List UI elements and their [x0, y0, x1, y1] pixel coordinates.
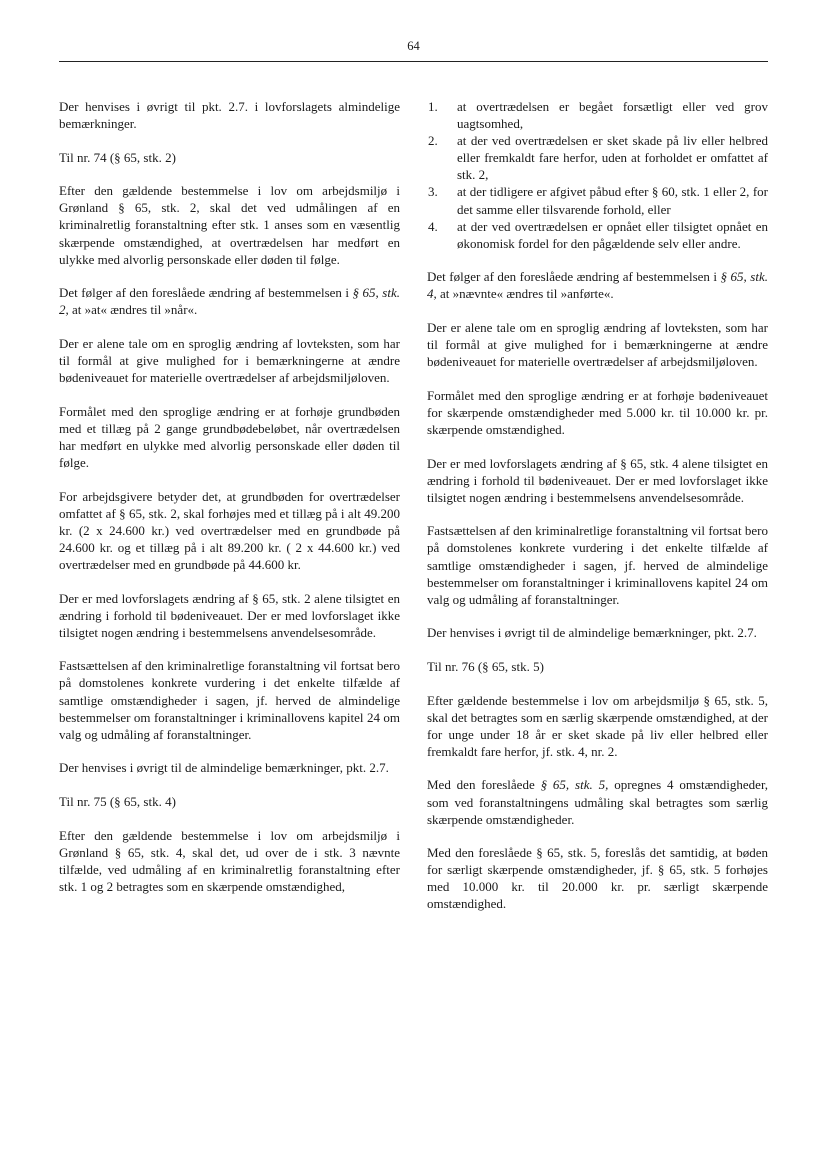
paragraph: Med den foreslåede § 65, stk. 5, foreslås det samtidig, at bøden for særligt skærpende omstændigheder, jf. § 65, stk. 5 forhøjes med 10.000 kr. til 20.000 kr. pr. særligt skærpende omstændighed. [427, 845, 768, 912]
header-rule [59, 61, 768, 62]
paragraph: Formålet med den sproglige ændring er at forhøje bødeniveauet for skærpende omstændigheder med 5.000 kr. til 10.000 kr. pr. skærpende omstændighed. [427, 387, 768, 437]
list-item [427, 98, 768, 132]
paragraph [427, 268, 768, 302]
paragraph: Der henvises i øvrigt til pkt. 2.7. i lovforslagets almindelige bemærkninger. [59, 99, 400, 132]
list-number: 1. [428, 99, 438, 114]
section-heading-nr-75: Til nr. 75 (§ 65, stk. 4) [59, 793, 176, 809]
paragraph: Der er med lovforslagets ændring af § 65, stk. 2 alene tilsigtet en ændring i forhold til bødeniveauet. Der er med lovforslaget ikke tilsigtet nogen ændring i bestemmelsens anvendelsesområde. [59, 590, 400, 640]
text: Med den foreslåede [427, 777, 541, 793]
text: Det følger af den foreslåede ændring af bestemmelsen i [59, 285, 353, 301]
page-number: 64 [407, 39, 420, 53]
paragraph: Formålet med den sproglige ændring er at forhøje grundbøden med et tillæg på 2 gange grundbødebeløbet, når overtrædelsen har medført en ulykke med alvorlig personskade eller døden til følge. [59, 403, 400, 470]
list-number: 4. [428, 218, 438, 234]
text: at »nævnte« ændres til »anførte«. [436, 286, 614, 302]
paragraph: Der er alene tale om en sproglig ændring af lovteksten, som har til formål at give mulighed for i bemærkningerne at ændre bødeniveauet for materielle overtrædelser af arbejdsmiljøloven. [59, 335, 400, 386]
paragraph: Efter den gældende bestemmelse i lov om arbejdsmiljø i Grønland § 65, stk. 2, skal det ved udmålingen af en kriminalretlig foranstaltning efter stk. 1 anses som en væsentlig skærpende omstændighed, at overtrædelsen har medført en ulykke med alvorlig personskade eller døden til følge. [59, 183, 400, 267]
list-text: at der ved overtrædelsen er sket skade på liv eller helbred eller fremkaldt fare herfor, uden at forholdet er omfattet af stk. 2, [457, 133, 768, 183]
paragraph: Efter den gældende bestemmelse i lov om arbejdsmiljø i Grønland § 65, stk. 4, skal det, ud over de i stk. 3 nævnte tilfælde, ved udmåling af en kriminalretlig foranstaltning efter stk. 1 og 2 betragtes som en skærpende omstændighed, [59, 827, 400, 894]
list-number: 3. [428, 184, 438, 200]
legal-reference: § 65, stk. 2, [59, 285, 400, 318]
paragraph: For arbejdsgivere betyder det, at grundbøden for overtrædelser omfattet af § 65, stk. 2, skal forhøjes med et tillæg på i alt 49.200 kr. (2 x 24.600 kr.) ved overtrædelser med en grundbøde på 24.600 kr. og et tillæg på i alt 89.200 kr. ( 2 x 44.600 kr.) ved overtrædelser med en grundbøde på 44.600 kr. [59, 488, 400, 572]
section-heading-nr-74: Til nr. 74 (§ 65, stk. 2) [59, 149, 176, 165]
right-column [427, 98, 768, 929]
legal-reference: § 65, stk. 5, [540, 777, 609, 793]
paragraph: Der henvises i øvrigt til de almindelige bemærkninger, pkt. 2.7. [427, 625, 757, 641]
list-item [427, 183, 768, 217]
paragraph: Der henvises i øvrigt til de almindelige bemærkninger, pkt. 2.7. [59, 760, 389, 776]
legal-reference: § 65, stk. 4, [427, 269, 768, 302]
paragraph [59, 284, 400, 318]
list-text: at der tidligere er afgivet påbud efter § 60, stk. 1 eller 2, for det samme eller tilsvarende forhold, eller [457, 184, 768, 217]
list-text: at der ved overtrædelsen er opnået eller tilsigtet opnået en økonomisk fordel for den pågældende selv eller andre. [457, 218, 768, 251]
list-item [427, 218, 768, 252]
paragraph: Fastsættelsen af den kriminalretlige foranstaltning vil fortsat bero på domstolenes konkrete vurdering i det enkelte tilfælde af samtlige omstændigheder i sagen, jf. herved de almindelige bestemmelser om foranstaltninger i kriminallovens kapitel 24 om valg og udmåling af foranstaltninger. [427, 523, 768, 607]
section-heading-nr-76: Til nr. 76 (§ 65, stk. 5) [427, 658, 544, 674]
list-item [427, 132, 768, 183]
paragraph [427, 776, 768, 827]
paragraph: Efter gældende bestemmelse i lov om arbejdsmiljø § 65, stk. 5, skal det betragtes som en særlig skærpende omstændighed, at der for unge under 18 år er sket skade på liv eller helbred eller fremkaldt fare herfor, jf. stk. 4, nr. 2. [427, 692, 768, 759]
list-text: at overtrædelsen er begået forsætligt eller ved grov uagtsomhed, [457, 99, 768, 132]
text: at »at« ændres til »når«. [68, 302, 198, 318]
paragraph: Fastsættelsen af den kriminalretlige foranstaltning vil fortsat bero på domstolenes konkrete vurdering i det enkelte tilfælde af samtlige omstændigheder i sagen, jf. herved de almindelige bestemmelser om foranstaltninger i kriminallovens kapitel 24 om valg og udmåling af foranstaltninger. [59, 658, 400, 742]
text: Det følger af den foreslåede ændring af bestemmelsen i [427, 269, 721, 285]
list-number: 2. [428, 133, 438, 149]
text: opregnes 4 omstændigheder, som ved foranstaltningens udmåling skal betragtes som særlig skærpende omstændigheder. [427, 777, 768, 827]
numbered-list [427, 98, 768, 252]
paragraph: Der er alene tale om en sproglig ændring af lovteksten, som har til formål at give mulighed for i bemærkningerne at ændre bødeniveauet for materielle overtrædelser af arbejdsmiljøloven. [427, 320, 768, 370]
left-column [59, 98, 400, 911]
paragraph: Der er med lovforslagets ændring af § 65, stk. 4 alene tilsigtet en ændring i forhold til bødeniveauet. Der er med lovforslaget ikke tilsigtet nogen ændring i bestemmelsens anvendelsesområde. [427, 455, 768, 505]
